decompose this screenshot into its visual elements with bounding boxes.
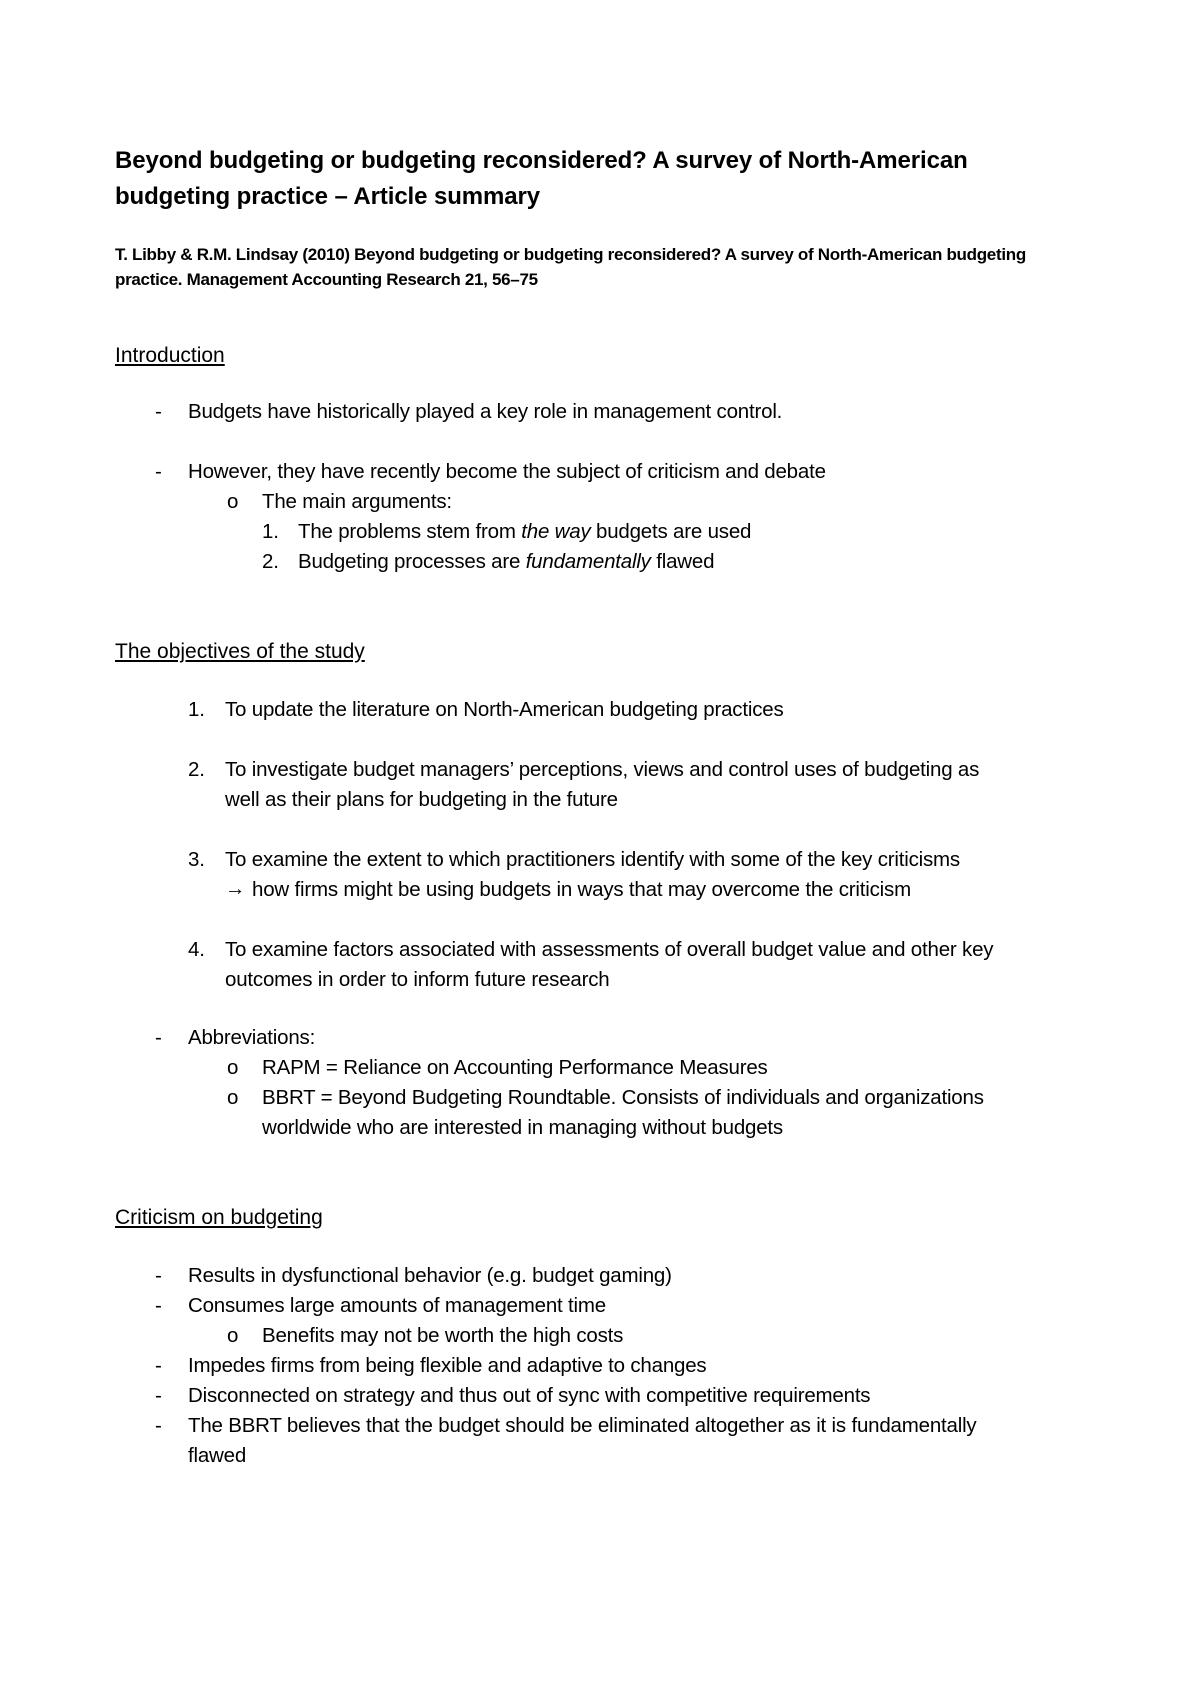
dash-bullet: - bbox=[155, 460, 162, 483]
citation-line-2: practice. Management Accounting Research 21, 56–75 bbox=[115, 270, 538, 289]
argument-2 bbox=[298, 550, 714, 574]
document-title-line-1: Beyond budgeting or budgeting reconsidered? A survey of North-American bbox=[115, 147, 968, 174]
argument-number-2: 2. bbox=[262, 550, 279, 573]
objective-4-line-1: To examine factors associated with assessments of overall budget value and other key bbox=[225, 938, 994, 961]
objectives-heading: The objectives of the study bbox=[115, 640, 365, 663]
objective-2-line-1: To investigate budget managers’ perceptions, views and control uses of budgeting as bbox=[225, 758, 980, 781]
objective-3-line-2: how firms might be using budgets in ways that may overcome the criticism bbox=[252, 878, 911, 901]
criticism-bullet-1: Results in dysfunctional behavior (e.g. budget gaming) bbox=[188, 1264, 672, 1287]
arrow-right-icon: → bbox=[225, 877, 246, 900]
abbreviation-bbrt-line-2: worldwide who are interested in managing without budgets bbox=[262, 1116, 783, 1139]
intro-bullet-2: However, they have recently become the subject of criticism and debate bbox=[188, 460, 826, 483]
intro-bullet-1: Budgets have historically played a key role in management control. bbox=[188, 400, 783, 423]
objective-number: 1. bbox=[188, 698, 205, 721]
objective-4-line-2: outcomes in order to inform future research bbox=[225, 968, 610, 991]
argument-1-text-end: budgets are used bbox=[590, 520, 752, 543]
objective-3-line-1: To examine the extent to which practitioners identify with some of the key criticisms bbox=[225, 848, 960, 871]
intro-sub-bullet: The main arguments: bbox=[262, 490, 452, 513]
dash-bullet: - bbox=[155, 1294, 162, 1317]
criticism-bullet-2: Consumes large amounts of management time bbox=[188, 1294, 606, 1317]
argument-1-text: The problems stem from bbox=[298, 520, 522, 543]
dash-bullet: - bbox=[155, 1026, 162, 1049]
dash-bullet: - bbox=[155, 1264, 162, 1287]
criticism-bullet-5-line-2: flawed bbox=[188, 1444, 247, 1467]
circle-bullet: o bbox=[227, 1086, 239, 1109]
criticism-heading: Criticism on budgeting bbox=[115, 1206, 323, 1229]
circle-bullet: o bbox=[227, 1324, 239, 1347]
dash-bullet: - bbox=[155, 400, 162, 423]
dash-bullet: - bbox=[155, 1414, 162, 1437]
introduction-heading: Introduction bbox=[115, 344, 225, 367]
criticism-bullet-3: Impedes firms from being flexible and adaptive to changes bbox=[188, 1354, 707, 1377]
argument-2-text-end: flawed bbox=[650, 550, 715, 573]
argument-1-emphasis: the way bbox=[521, 520, 591, 543]
objective-number: 3. bbox=[188, 848, 205, 871]
circle-bullet: o bbox=[227, 490, 239, 513]
document-title-line-2: budgeting practice – Article summary bbox=[115, 183, 540, 210]
circle-bullet: o bbox=[227, 1056, 239, 1079]
criticism-bullet-5-line-1: The BBRT believes that the budget should be eliminated altogether as it is fundamentally bbox=[188, 1414, 977, 1437]
argument-2-text: Budgeting processes are bbox=[298, 550, 526, 573]
abbreviation-bbrt-line-1: BBRT = Beyond Budgeting Roundtable. Consists of individuals and organizations bbox=[262, 1086, 984, 1109]
objective-number: 2. bbox=[188, 758, 205, 781]
dash-bullet: - bbox=[155, 1354, 162, 1377]
dash-bullet: - bbox=[155, 1384, 162, 1407]
objective-number: 4. bbox=[188, 938, 205, 961]
citation-line-1: T. Libby & R.M. Lindsay (2010) Beyond budgeting or budgeting reconsidered? A survey of North-American budgeting bbox=[115, 245, 1026, 264]
objective-1: To update the literature on North-American budgeting practices bbox=[225, 698, 784, 721]
argument-1 bbox=[298, 520, 751, 544]
abbreviations-label: Abbreviations: bbox=[188, 1026, 316, 1049]
abbreviation-rapm: RAPM = Reliance on Accounting Performance Measures bbox=[262, 1056, 768, 1079]
argument-number-1: 1. bbox=[262, 520, 279, 543]
criticism-sub-bullet: Benefits may not be worth the high costs bbox=[262, 1324, 624, 1347]
argument-2-emphasis: fundamentally bbox=[525, 550, 651, 573]
objective-2-line-2: well as their plans for budgeting in the future bbox=[225, 788, 618, 811]
criticism-bullet-4: Disconnected on strategy and thus out of sync with competitive requirements bbox=[188, 1384, 871, 1407]
